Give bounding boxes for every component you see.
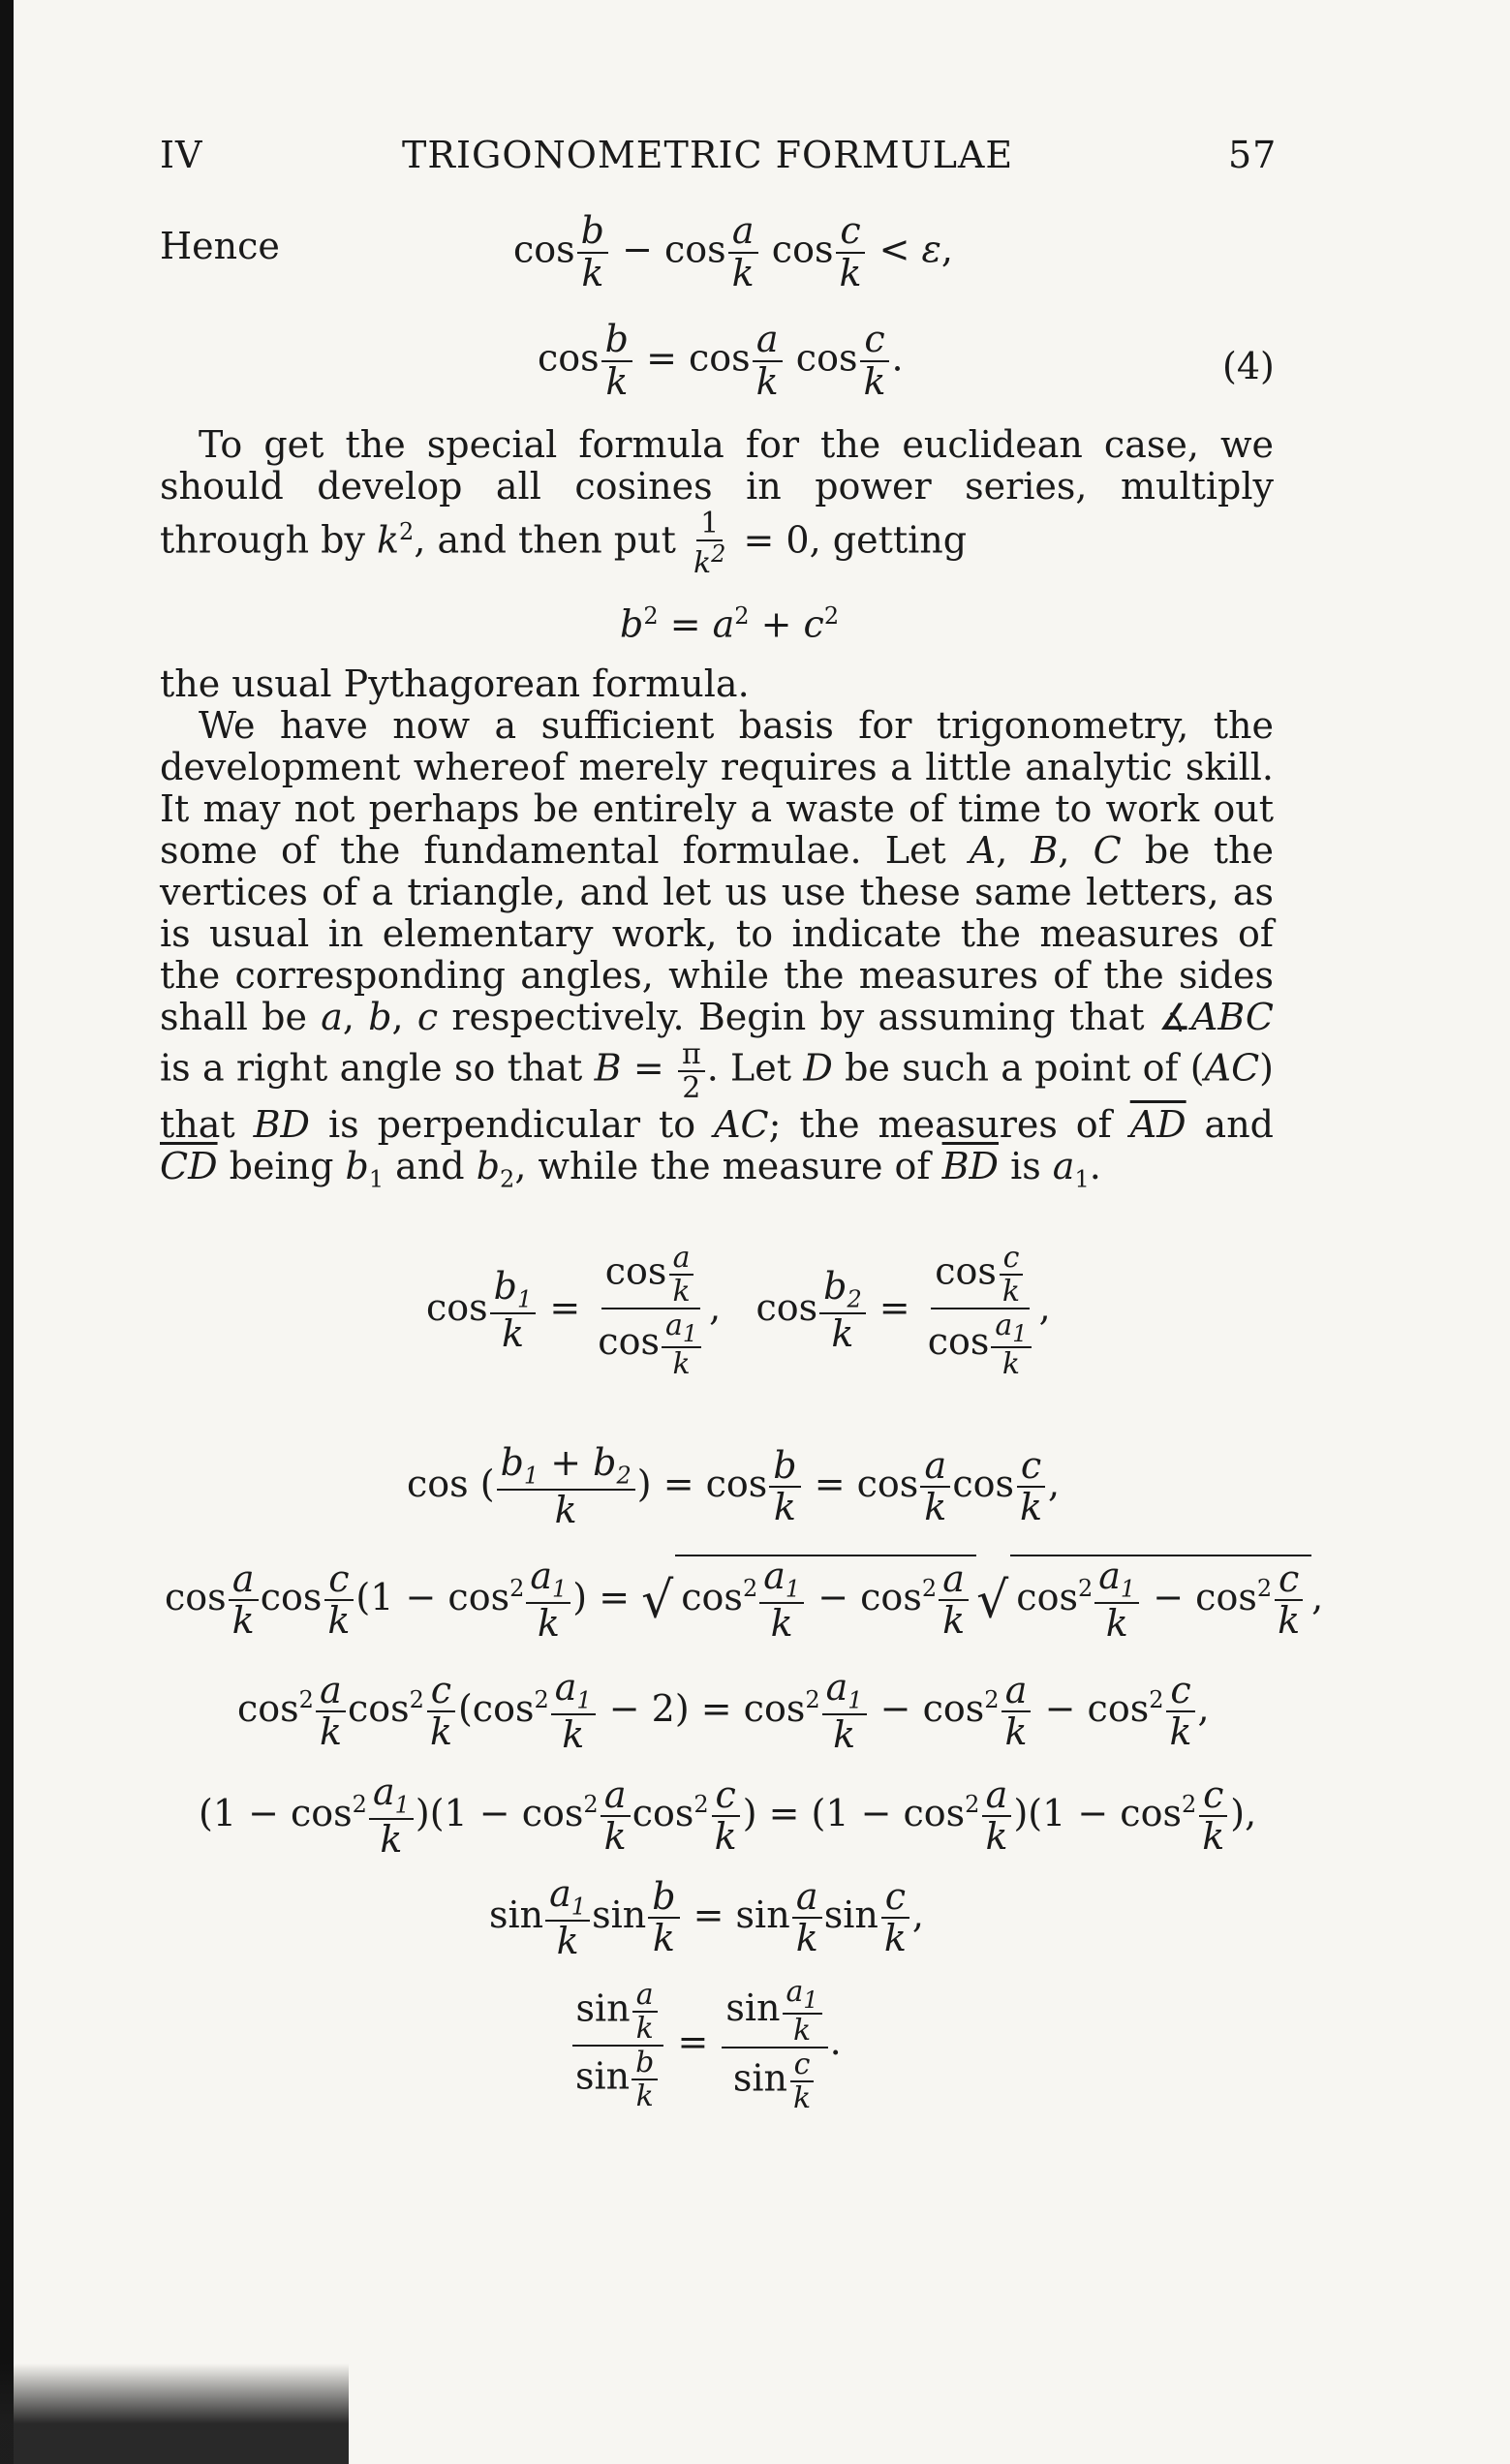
chapter-number: IV: [160, 134, 203, 176]
equation-cos-squared: $\cos^2$ $\frac{a}{k}$ $\cos^2$ $\frac{c}{k}$ ($\cos^2$ $\frac{a_1}{k}$ − $2) = \cos^2$ $\frac{a_1}{k}$ − $\cos^2$ $\frac{a}{k}$ − $\cos^2$ $\frac{c}{k}$ ,: [237, 1666, 1210, 1756]
equation-cos-b1-b2: cos $\frac{b_1}{k}$ = cos $\frac{a}{k}$ cos $\frac{a_1}{k}$ , cos $\frac{b_2}{k}$ = cos $\frac{c}{k}$ cos $\frac{a_1}{k}$ ,: [426, 1241, 1051, 1382]
page-corner-shadow: [0, 2363, 349, 2464]
equation-4: cos $\frac{b}{k}$ = cos $\frac{a}{k}$ cos $\frac{c}{k}$ .: [538, 318, 904, 403]
pythagorean-equation: $b^2 = a^2 + c^2$: [620, 602, 840, 646]
paragraph-euclidean: To get the special formula for the euclidean case, we should develop all cosines in power series, multiply through by $k^2$, and then put $\frac{1}{k^2}$ = 0, getting: [160, 423, 1274, 580]
equation-4-label: (4): [1222, 345, 1275, 387]
inequality-equation: cos $\frac{b}{k}$ − cos $\frac{a}{k}$ cos $\frac{c}{k}$ < ε,: [513, 209, 953, 294]
running-title: TRIGONOMETRIC FORMULAE: [402, 134, 1014, 176]
equation-cos-sum: cos ( $\frac{b_1 + b_2}{k}$ ) = cos $\frac{b}{k}$ = cos $\frac{a}{k}$ cos $\frac{c}{k}$ ,: [407, 1441, 1061, 1531]
page-binding-shadow: [0, 0, 14, 2464]
equation-sin-product: sin $\frac{a_1}{k}$ sin $\frac{b}{k}$ = sin $\frac{a}{k}$ sin $\frac{c}{k}$ ,: [489, 1872, 924, 1962]
paragraph-pythagorean: the usual Pythagorean formula.: [160, 662, 750, 705]
page-number: 57: [1228, 134, 1278, 176]
paragraph-trigonometry: We have now a sufficient basis for trigonometry, the development whereof merely requires a little analytic skill. It may not perhaps be entirely a waste of time to work out some of the fundamental formulae. Let A, B, C be the vertices of a triangle, and let us use these same letters, as is usual in elementary work, to indicate the measures of the corresponding angles, while the measures of the sides shall be a, b, c respectively. Begin by assuming that ∡ABC is a right angle so that B = $\frac{\pi}{2}$ . Let D be such a point of (AC) that BD is perpendicular to AC; the measures of $\overline{AD}$ and $\overline{CD}$ being $b_1$ and $b_2$, while the measure of $\overline{BD}$ is $a_1$.: [160, 704, 1275, 1193]
equation-sin-ratio: sin $\frac{a}{k}$ sin $\frac{b}{k}$ = sin $\frac{a_1}{k}$ sin $\frac{c}{k}$ .: [570, 1976, 842, 2114]
hence-label: Hence: [160, 225, 280, 267]
equation-product: ($1 - \cos^2$ $\frac{a_1}{k}$ )($1 - \cos^2$ $\frac{a}{k}$ $\cos^2$ $\frac{c}{k}$ ) = ($1 - \cos^2$ $\frac{a}{k}$ )($1 - \cos^2$ $\frac{c}{k}$ ),: [199, 1771, 1257, 1861]
equation-sqrt: cos $\frac{a}{k}$ cos $\frac{c}{k}$ ($1 - \cos^2$ $\frac{a_1}{k}$ ) = √ $\cos^2$ $\frac{a_1}{k}$ − $\cos^2$ $\frac{a}{k}$ √ $\cos^2$ $\frac{a_1}{k}$ − $\cos^2$ $\frac{c}{k}$ ,: [165, 1555, 1324, 1645]
